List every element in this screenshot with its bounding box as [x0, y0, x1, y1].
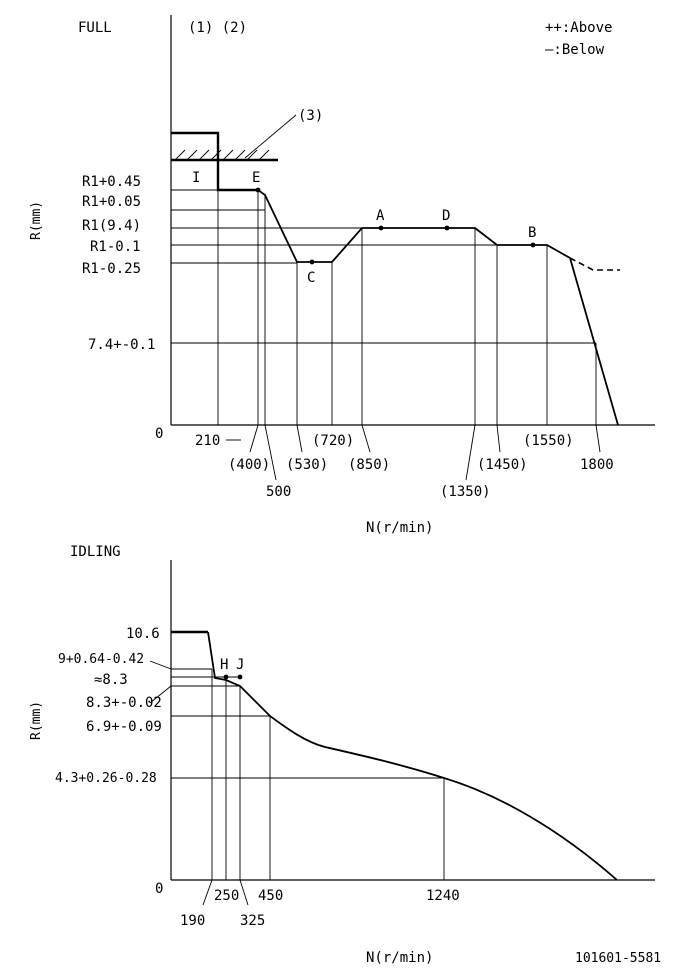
leader-1350 [466, 425, 475, 480]
point-d-label: D [442, 208, 451, 224]
point-d-marker [445, 226, 450, 231]
idle-leader-190 [203, 880, 212, 905]
full-x-label-530: (530) [286, 457, 329, 473]
stopper-hatching [175, 150, 269, 160]
point-c-label: C [307, 270, 316, 286]
full-x-title: N(r/min) [366, 520, 434, 536]
full-x-label-1350: (1350) [440, 484, 491, 500]
point-b-marker [531, 243, 536, 248]
full-x-label-720: (720) [312, 433, 355, 449]
point-j-label: J [236, 657, 245, 673]
legend-above: ++:Above [545, 20, 613, 36]
full-y-label-1: R1+0.45 [82, 174, 142, 190]
point-c-marker [310, 260, 315, 265]
point-b-label: B [528, 225, 537, 241]
callout-leader [245, 115, 296, 158]
idle-x-label-1240: 1240 [426, 888, 460, 904]
point-e-marker [256, 188, 261, 193]
full-x-label-1800: 1800 [580, 457, 614, 473]
full-x-label-1450: (1450) [477, 457, 528, 473]
full-x-label-850: (850) [348, 457, 391, 473]
leader-1800 [596, 425, 600, 452]
point-e-label: E [252, 170, 261, 186]
leader-850 [362, 425, 370, 452]
full-y-title: R(mm) [29, 200, 44, 240]
idle-y-label-6: 4.3+0.26-0.28 [55, 771, 157, 786]
idle-y-label-4: 8.3+-0.02 [86, 695, 162, 711]
callout-3: (3) [298, 108, 324, 124]
leader-400 [250, 425, 258, 452]
full-dashed-branch [570, 258, 620, 270]
legend-below: —:Below [545, 42, 605, 58]
idle-y-label-2: 9+0.64-0.42 [58, 652, 145, 667]
full-x-label-500: 500 [266, 484, 292, 500]
idle-x-label-190: 190 [180, 913, 206, 929]
full-y-label-3: R1(9.4) [82, 218, 142, 234]
full-curve [258, 190, 618, 425]
idle-leader-325 [240, 880, 248, 905]
idle-curve [208, 632, 617, 880]
doc-id: 101601-5581 [575, 951, 662, 966]
idle-x-label-325: 325 [240, 913, 266, 929]
full-y-label-4: R1-0.1 [90, 239, 141, 255]
idle-y-label-1: 10.6 [126, 626, 160, 642]
point-h-label: H [220, 657, 229, 673]
full-x-label-1550: (1550) [523, 433, 574, 449]
full-notes: (1) (2) [188, 20, 248, 36]
idle-x-label-450: 450 [258, 888, 284, 904]
full-y-label-0: 0 [155, 426, 164, 442]
point-a-marker [379, 226, 384, 231]
full-y-label-6: 7.4+-0.1 [88, 337, 156, 353]
region-label-i: I [192, 170, 201, 186]
idle-x-label-250: 250 [214, 888, 240, 904]
full-stopper-line [171, 133, 261, 190]
full-x-label-400: (400) [228, 457, 271, 473]
leader-530 [297, 425, 302, 452]
idling-mode-label: IDLING [70, 544, 121, 560]
idle-leader-9 [150, 661, 171, 669]
idling-y-title: R(mm) [29, 700, 44, 740]
full-x-label-210: 210 [195, 433, 221, 449]
full-y-label-2: R1+0.05 [82, 194, 142, 210]
idle-y-label-0: 0 [155, 881, 164, 897]
leader-1450 [497, 425, 500, 452]
idle-y-label-5: 6.9+-0.09 [86, 719, 162, 735]
idle-y-label-3: ≈8.3 [94, 672, 128, 688]
point-a-label: A [376, 208, 385, 224]
idling-x-title: N(r/min) [366, 950, 434, 966]
full-mode-label: FULL [78, 20, 112, 36]
full-y-label-5: R1-0.25 [82, 261, 142, 277]
